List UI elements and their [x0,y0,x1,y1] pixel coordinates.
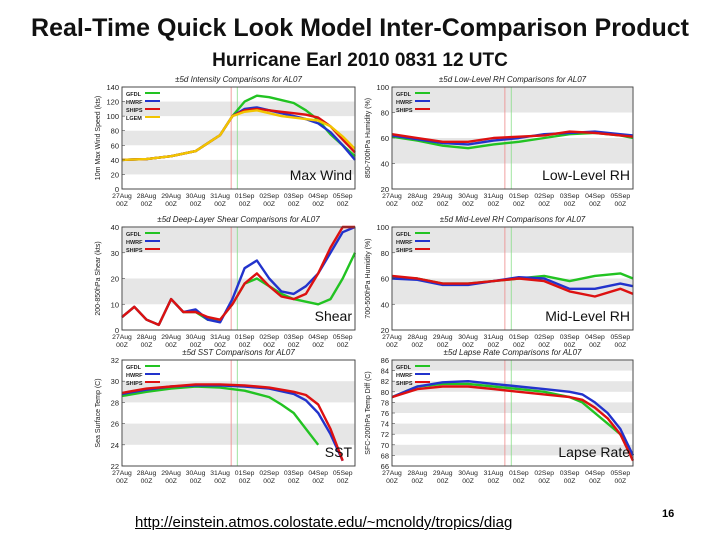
x-tick-label: 00Z [287,201,300,208]
x-tick-label: 00Z [462,342,474,349]
legend-label: LGEM [126,116,142,122]
x-tick-label: 27Aug [382,334,402,341]
legend-label: GFDL [126,92,141,98]
y-tick-label: 66 [380,462,389,471]
x-tick-label: 00Z [116,201,128,208]
y-tick-label: 26 [110,419,119,429]
x-tick-label: 00Z [614,478,627,485]
x-tick-label: 29Aug [432,193,453,200]
y-tick-label: 0 [114,326,119,335]
x-tick-label: 00Z [312,478,325,485]
x-tick-label: 00Z [411,478,424,485]
x-tick-label: 00Z [214,478,226,485]
x-tick-label: 01Sep [234,470,255,477]
x-tick-label: 00Z [116,342,128,349]
panel-caption: Shear [314,308,352,324]
x-tick-label: 04Sep [585,334,605,341]
panel-title: ±5d Deep-Layer Shear Comparisons for AL07 [157,215,320,224]
x-tick-label: 00Z [263,478,276,485]
x-tick-label: 02Sep [534,193,555,200]
x-tick-label: 27Aug [112,193,132,200]
x-tick-label: 01Sep [234,334,255,341]
x-tick-label: 03Sep [283,470,304,477]
y-tick-label: 100 [106,112,119,122]
x-tick-label: 00Z [512,478,525,485]
y-tick-label: 72 [380,430,389,440]
x-tick-label: 28Aug [407,470,428,477]
x-tick-label: 00Z [386,478,398,485]
x-tick-label: 00Z [589,201,601,208]
x-tick-label: 05Sep [610,470,631,477]
x-tick-label: 02Sep [259,470,279,477]
legend-label: SHIPS [126,108,143,114]
x-tick-label: 31Aug [210,470,230,477]
x-tick-label: 03Sep [559,470,580,477]
x-tick-label: 01Sep [234,193,255,200]
x-tick-label: 03Sep [283,334,304,341]
chart-panel-low-level-rh [365,75,633,208]
y-tick-label: 40 [110,223,119,232]
x-tick-label: 00Z [462,201,474,208]
y-tick-label: 40 [380,300,389,310]
x-tick-label: 00Z [140,201,153,208]
y-tick-label: 40 [110,155,119,165]
x-tick-label: 04Sep [585,193,605,200]
legend-label: SHIPS [126,381,143,387]
x-tick-label: 30Aug [458,193,478,200]
x-tick-label: 05Sep [332,470,353,477]
y-tick-label: 20 [110,170,119,180]
x-tick-label: 28Aug [136,334,157,341]
x-tick-label: 00Z [287,342,300,349]
legend-label: SHIPS [396,381,413,387]
x-tick-label: 00Z [189,342,202,349]
x-tick-label: 28Aug [136,193,157,200]
x-tick-label: 27Aug [112,334,132,341]
x-tick-label: 27Aug [112,470,132,477]
x-tick-label: 00Z [512,201,525,208]
x-tick-label: 04Sep [308,470,329,477]
y-axis-label: 10m Max Wind Speed (kts) [95,95,102,181]
legend-label: GFDL [396,92,411,98]
x-tick-label: 00Z [336,201,349,208]
legend-label: SHIPS [126,248,143,254]
x-tick-label: 00Z [436,201,449,208]
x-tick-label: 02Sep [534,334,555,341]
x-tick-label: 00Z [116,478,128,485]
x-tick-label: 05Sep [332,193,353,200]
x-tick-label: 00Z [263,342,276,349]
y-tick-label: 80 [380,108,389,118]
x-tick-label: 04Sep [308,193,329,200]
x-tick-label: 00Z [336,478,349,485]
x-tick-label: 30Aug [185,193,206,200]
x-tick-label: 00Z [436,342,449,349]
x-tick-label: 00Z [214,201,226,208]
x-tick-label: 04Sep [308,334,329,341]
chart-panel-max-wind [95,75,355,208]
legend-label: GFDL [396,365,411,371]
x-tick-label: 00Z [165,478,177,485]
x-tick-label: 02Sep [259,334,279,341]
y-tick-label: 60 [380,134,389,143]
y-tick-label: 20 [380,185,389,194]
legend-label: GFDL [126,232,141,238]
x-tick-label: 00Z [538,342,551,349]
x-tick-label: 28Aug [407,334,428,341]
legend-label: HWRF [126,100,143,106]
x-tick-label: 01Sep [509,193,529,200]
y-tick-label: 84 [380,366,389,376]
y-axis-label: 200-850hPa Shear (kts) [95,241,102,316]
panel-caption: Max Wind [289,167,352,183]
panel-caption: Lapse Rate [558,444,630,460]
x-tick-label: 00Z [411,342,424,349]
y-tick-label: 74 [380,419,389,429]
panel-title: ±5d SST Comparisons for AL07 [182,348,295,357]
x-tick-label: 00Z [165,342,177,349]
legend-label: HWRF [126,373,143,379]
x-tick-label: 00Z [487,201,500,208]
x-tick-label: 00Z [312,201,325,208]
x-tick-label: 04Sep [585,470,605,477]
x-tick-label: 27Aug [382,470,402,477]
x-tick-label: 31Aug [210,334,230,341]
x-tick-label: 29Aug [161,334,181,341]
slide-subtitle: Hurricane Earl 2010 0831 12 UTC [212,50,508,71]
legend-label: GFDL [396,232,411,238]
y-tick-label: 20 [380,326,389,335]
x-tick-label: 00Z [563,478,576,485]
x-tick-label: 30Aug [458,334,478,341]
x-tick-label: 28Aug [407,193,428,200]
x-tick-label: 00Z [238,478,251,485]
y-axis-label: Sea Surface Temp (C) [95,378,102,448]
y-tick-label: 32 [110,356,119,365]
slide-title: Real-Time Quick Look Model Inter-Comparison Product [31,14,689,42]
page-number: 16 [662,508,675,520]
x-tick-label: 29Aug [432,470,453,477]
x-tick-label: 05Sep [610,334,631,341]
y-tick-label: 20 [110,274,119,284]
legend-label: HWRF [396,100,413,106]
y-axis-label: SFC-200hPa Temp Diff (C) [365,371,372,455]
x-tick-label: 00Z [487,478,500,485]
y-tick-label: 60 [110,141,119,151]
grid-band [122,131,355,146]
x-tick-label: 00Z [589,478,601,485]
x-tick-label: 00Z [214,342,226,349]
x-tick-label: 00Z [263,201,276,208]
panel-caption: SST [324,444,352,460]
x-tick-label: 00Z [436,478,449,485]
x-tick-label: 00Z [563,201,576,208]
y-axis-label: 700-500hPa Humidity (%) [365,238,372,319]
x-tick-label: 00Z [386,201,398,208]
y-tick-label: 22 [110,462,119,471]
y-tick-label: 60 [380,274,389,284]
x-tick-label: 02Sep [259,193,279,200]
y-tick-label: 120 [106,97,119,107]
legend-label: GFDL [126,365,141,371]
x-tick-label: 30Aug [458,470,478,477]
legend-label: HWRF [126,240,143,246]
panel-caption: Low-Level RH [542,167,630,183]
y-tick-label: 100 [376,83,389,92]
x-tick-label: 30Aug [185,470,206,477]
x-tick-label: 00Z [386,342,398,349]
chart-panel-mid-level-rh [365,215,633,349]
x-tick-label: 31Aug [483,334,504,341]
x-tick-label: 00Z [140,342,153,349]
legend-label: HWRF [396,240,413,246]
x-tick-label: 03Sep [559,193,580,200]
x-tick-label: 00Z [614,342,627,349]
x-tick-label: 00Z [312,342,325,349]
y-tick-label: 80 [110,126,119,136]
x-tick-label: 00Z [336,342,349,349]
x-tick-label: 27Aug [382,193,402,200]
chart-panel-lapse-rate [365,348,633,485]
x-tick-label: 30Aug [185,334,206,341]
y-tick-label: 40 [380,159,389,169]
x-tick-label: 31Aug [483,470,504,477]
x-tick-label: 29Aug [161,470,181,477]
x-tick-label: 00Z [462,478,474,485]
x-tick-label: 00Z [614,201,627,208]
x-tick-label: 28Aug [136,470,157,477]
y-tick-label: 140 [106,83,119,92]
x-tick-label: 00Z [165,201,177,208]
legend-label: HWRF [396,373,413,379]
y-tick-label: 30 [110,248,119,258]
y-tick-label: 76 [380,409,389,418]
x-tick-label: 00Z [512,342,525,349]
x-tick-label: 00Z [287,478,300,485]
x-tick-label: 00Z [140,478,153,485]
x-tick-label: 29Aug [161,193,181,200]
y-tick-label: 80 [380,387,389,397]
y-tick-label: 68 [380,451,389,461]
x-tick-label: 00Z [538,201,551,208]
x-tick-label: 00Z [487,342,500,349]
y-tick-label: 100 [376,223,389,232]
y-tick-label: 24 [110,440,119,450]
x-tick-label: 01Sep [509,470,529,477]
source-url-link[interactable]: http://einstein.atmos.colostate.edu/~mcnoldy/tropics/diag [135,514,513,531]
x-tick-label: 29Aug [432,334,453,341]
y-tick-label: 10 [110,300,119,310]
y-tick-label: 86 [380,356,389,365]
y-tick-label: 82 [380,377,389,387]
x-tick-label: 02Sep [534,470,555,477]
x-tick-label: 31Aug [210,193,230,200]
x-tick-label: 00Z [563,342,576,349]
y-axis-label: 850-700hPa Humidity (%) [365,97,372,179]
x-tick-label: 00Z [238,201,251,208]
chart-panel-shear [95,215,355,349]
x-tick-label: 00Z [189,478,202,485]
x-tick-label: 00Z [538,478,551,485]
x-tick-label: 00Z [411,201,424,208]
panel-title: ±5d Intensity Comparisons for AL07 [175,75,302,84]
x-tick-label: 31Aug [483,193,504,200]
panel-title: ±5d Low-Level RH Comparisons for AL07 [438,75,587,84]
y-tick-label: 28 [110,398,119,408]
x-tick-label: 00Z [589,342,601,349]
chart-panel-sst [95,348,355,485]
legend-label: SHIPS [396,108,413,114]
y-tick-label: 78 [380,398,389,408]
y-tick-label: 30 [110,377,119,387]
panel-title: ±5d Lapse Rate Comparisons for AL07 [443,348,582,357]
x-tick-label: 05Sep [610,193,631,200]
grid-band [392,424,633,435]
legend-label: SHIPS [396,248,413,254]
grid-band [122,424,355,445]
x-tick-label: 03Sep [559,334,580,341]
y-tick-label: 0 [114,185,119,194]
x-tick-label: 00Z [189,201,202,208]
y-tick-label: 80 [380,248,389,258]
panel-caption: Mid-Level RH [545,308,630,324]
x-tick-label: 01Sep [509,334,529,341]
y-tick-label: 70 [380,440,389,450]
x-tick-label: 00Z [238,342,251,349]
x-tick-label: 05Sep [332,334,353,341]
panel-title: ±5d Mid-Level RH Comparisons for AL07 [439,215,586,224]
x-tick-label: 03Sep [283,193,304,200]
plot-area [122,360,355,466]
